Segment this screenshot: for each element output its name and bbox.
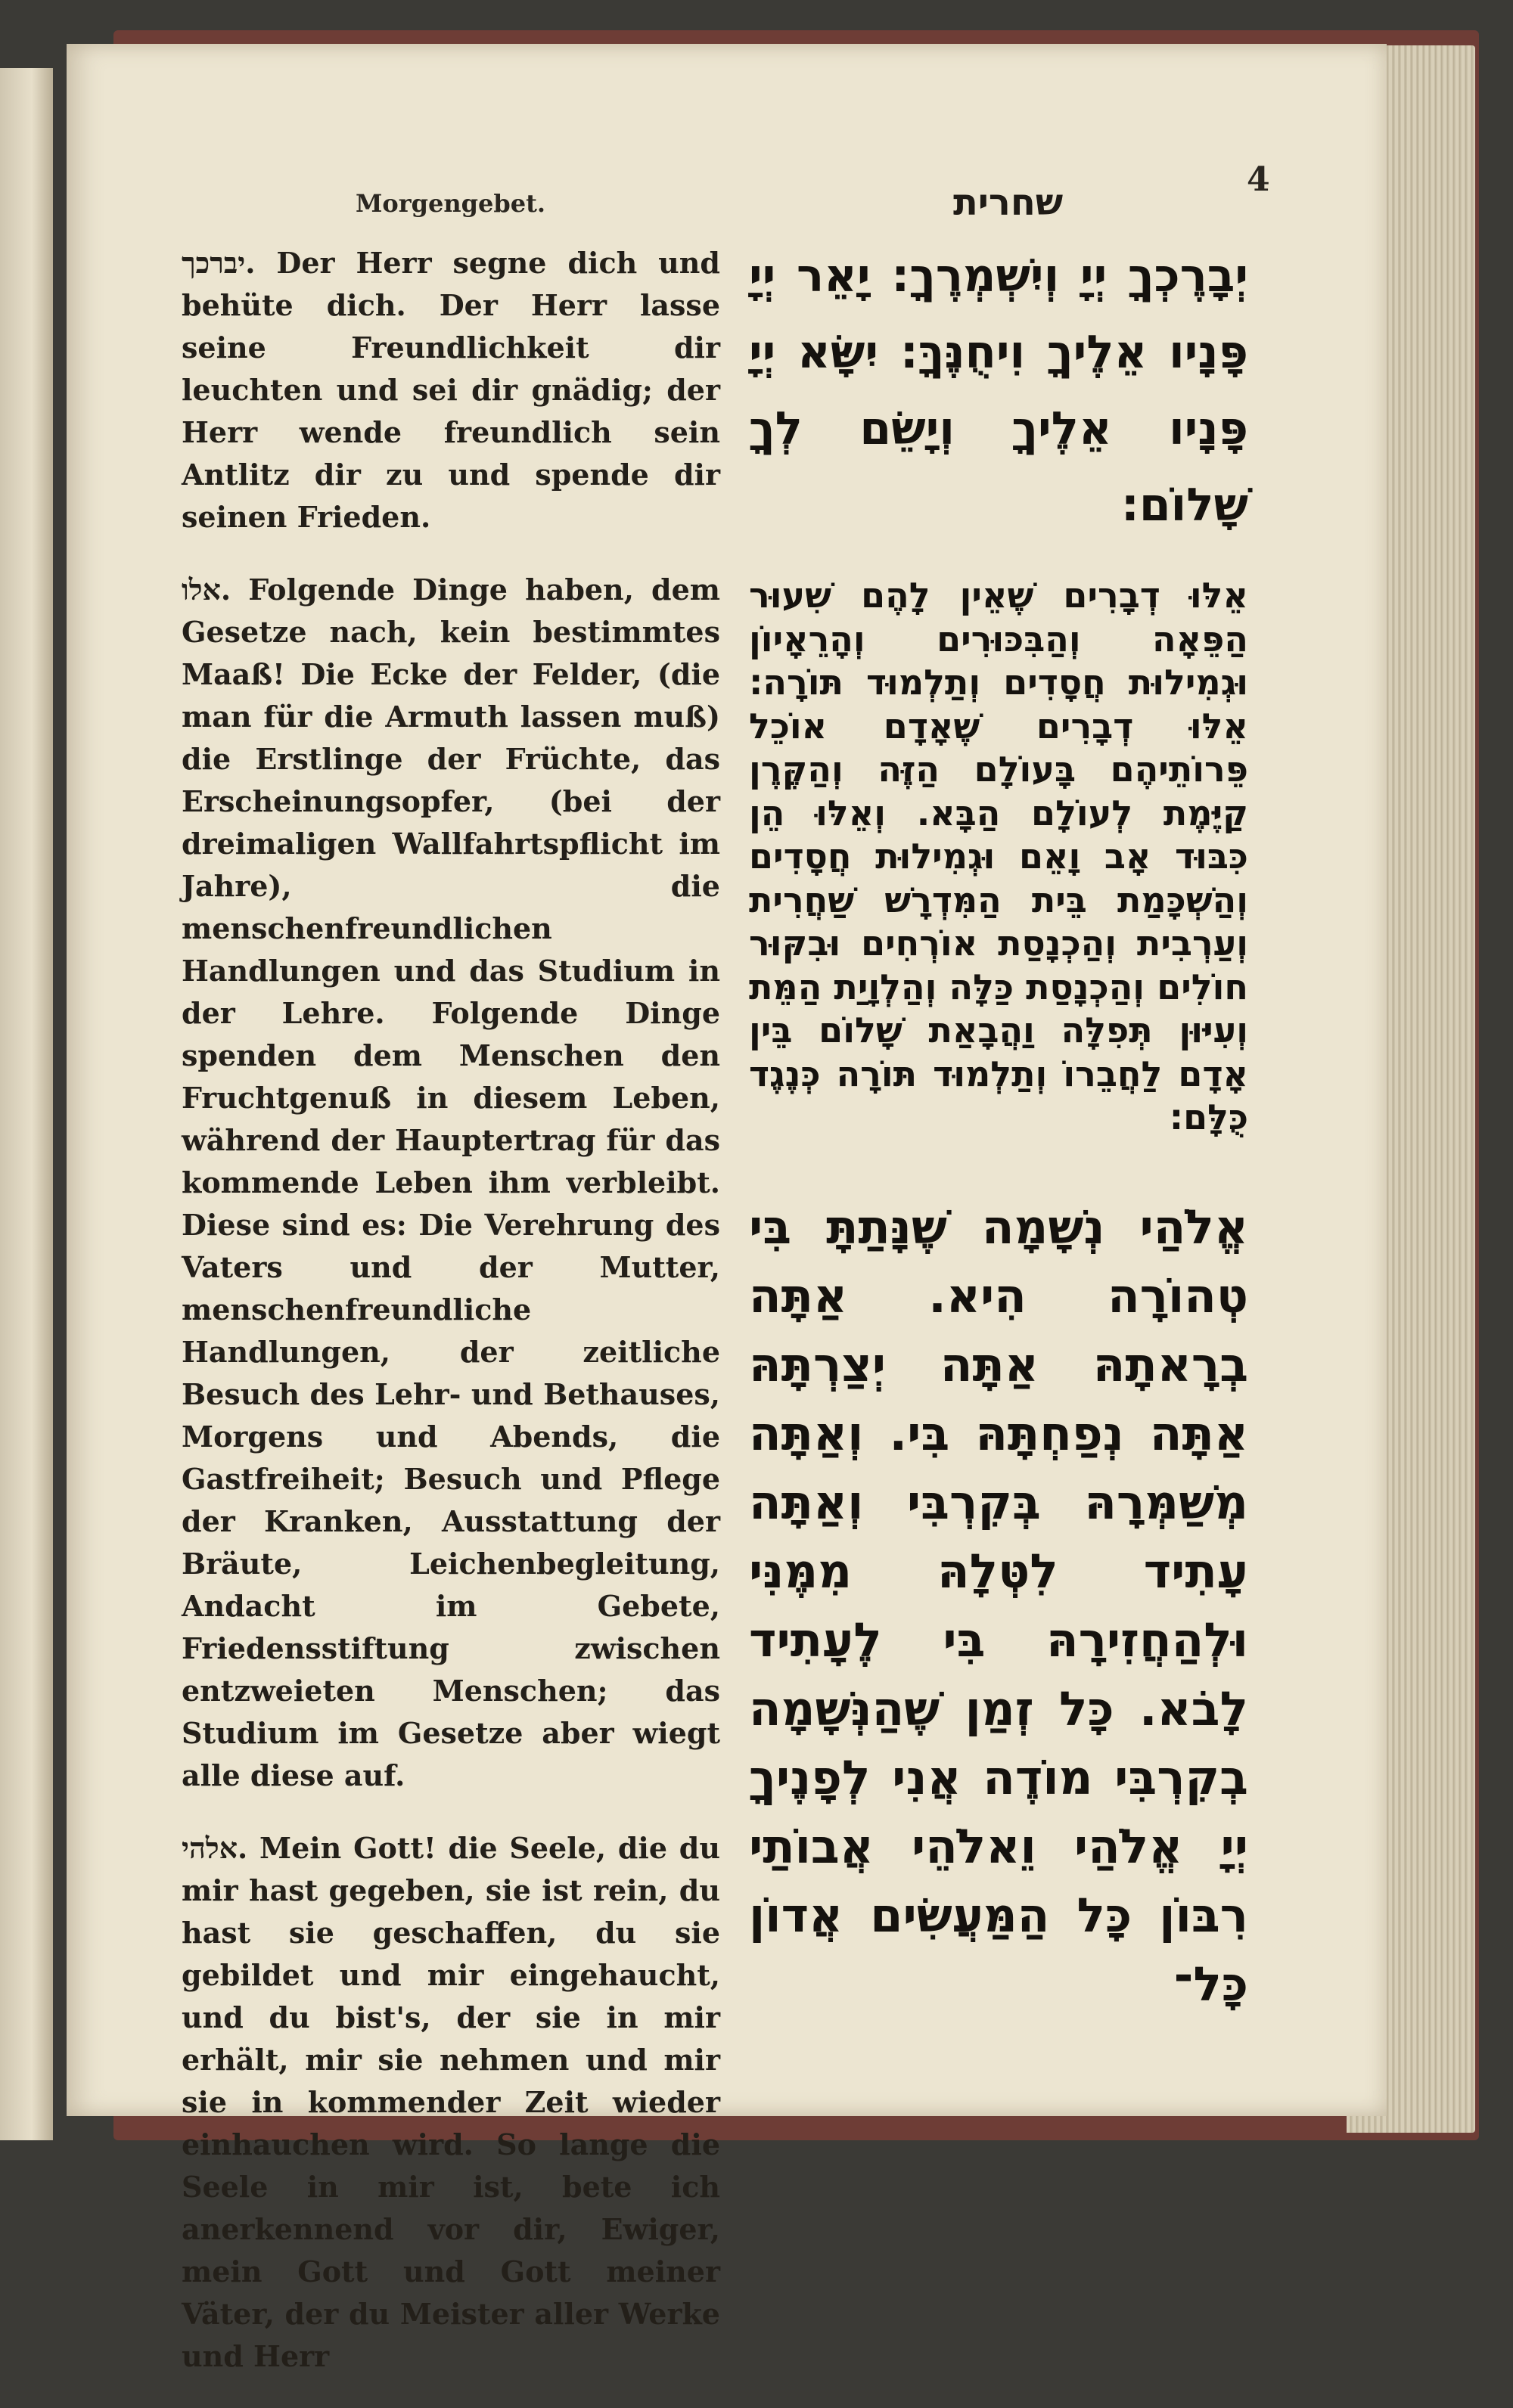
hebrew-paragraph-priestly-blessing: יְבָרֶכְךָ יְיָ וְיִשְׁמְרֶךָ: יָאֵר יְיָ פָּנָיו אֵלֶיךָ וִיחֻנֶּךָּ: יִשָּׂא יְיָ פָּנָיו אֵלֶיךָ וְיָשֵׂם לְךָ שָׁלוֹם: <box>749 250 1248 532</box>
hebrew-running-header: שחרית <box>953 182 1064 224</box>
german-paragraph-elu-devarim: אלו. Folgende Dinge haben, dem Gesetze nach, kein bestimmtes Maaß! Die Ecke der Felder, (die man für die Armuth lassen muß) die Erstlinge der Früchte, das Erscheinungsopfer, (bei der dreimaligen Wallfahrtspflicht im Jahre), die menschenfreundlichen Handlungen und das Studium in der Lehre. Folgende Dinge spenden dem Menschen den Fruchtgenuß in diesem Leben, während der Hauptertrag für das kommende Leben ihm verbleibt. Diese sind es: Die Verehrung des Vaters und der Mutter, menschenfreundliche Handlungen, der zeitliche Besuch des Lehr- und Bethauses, Morgens und Abends, die Gastfreiheit; Besuch und Pflege der Kranken, Ausstattung der Bräute, Leichenbegleitung, Andacht im Gebete, Friedensstiftung zwischen entzweieten Menschen; das Studium im Gesetze aber wiegt alle diese auf. <box>182 573 720 1792</box>
hebrew-paragraph-elu-devarim: אֵלּוּ דְבָרִים שֶׁאֵין לָהֶם שִׁעוּר הַפֵּאָה וְהַבִּכּוּרִים וְהָרֵאָיוֹן וּגְמִילוּת חֲסָדִים וְתַלְמוּד תּוֹרָה: אֵלּוּ דְבָרִים שֶׁאָדָם אוֹכֵל פֵּרוֹתֵיהֶם בָּעוֹלָם הַזֶּה וְהַקֶּרֶן קַיֶּמֶת לְעוֹלָם הַבָּא. וְאֵלּוּ הֵן כִּבּוּד אָב וָאֵם וּגְמִילוּת חֲסָדִים וְהַשְׁכָּמַת בֵּית הַמִּדְרָשׁ שַׁחֲרִית וְעַרְבִית וְהַכְנָסַת אוֹרְחִים וּבִקּוּר חוֹלִים וְהַכְנָסַת כַּלָּה וְהַלְוָיַת הַמֵּת וְעִיּוּן תְּפִלָּה וַהֲבָאַת שָׁלוֹם בֵּין אָדָם לַחֲבֵרוֹ וְתַלְמוּד תּוֹרָה כְּנֶגֶד כֻּלָּם: <box>749 575 1248 1137</box>
german-paragraph-priestly-blessing: יברכך. Der Herr segne dich und behüte dich. Der Herr lasse seine Freundlichkeit dir leuchten und sei dir gnädig; der Herr wende freundlich sein Antlitz dir zu und spende dir seinen Frieden. <box>182 246 720 534</box>
hebrew-paragraph-elohai-neshama: אֱלֹהַי נְשָׁמָה שֶׁנָּתַתָּ בִּי טְהוֹרָה הִיא. אַתָּה בְרָאתָהּ אַתָּה יְצַרְתָּהּ אַתָּה נְפַחְתָּהּ בִּי. וְאַתָּה מְשַׁמְּרָהּ בְּקִרְבִּי וְאַתָּה עָתִיד לִטְּלָהּ מִמֶּנִּי וּלְהַחֲזִירָהּ בִּי לֶעָתִיד לָבֹא. כָּל זְמַן שֶׁהַנְּשָׁמָה בְקִרְבִּי מוֹדֶה אֲנִי לְפָנֶיךָ יְיָ אֱלֹהַי וֵאלֹהֵי אֲבוֹתַי רִבּוֹן כָּל הַמַּעֲשִׂים אֲדוֹן כָּל־ <box>749 1199 1248 2012</box>
german-running-header: Morgengebet. <box>356 189 546 218</box>
previous-page-edge <box>0 68 53 2140</box>
german-translation-column <box>182 242 720 2408</box>
page-number: 4 <box>1247 160 1270 199</box>
hebrew-text-column <box>749 238 1248 2019</box>
german-paragraph-elohai-neshama: אלהי. Mein Gott! die Seele, die du mir hast gegeben, sie ist rein, du hast sie geschaffen, du sie gebildet und mir eingehaucht, und du bist's, der sie in mir erhält, mir sie nehmen und mir sie in kommender Zeit wieder einhauchen wird. So lange die Seele in mir ist, bete ich anerkennend vor dir, Ewiger, mein Gott und Gott meiner Väter, der du Meister aller Werke und Herr <box>182 1831 720 2373</box>
